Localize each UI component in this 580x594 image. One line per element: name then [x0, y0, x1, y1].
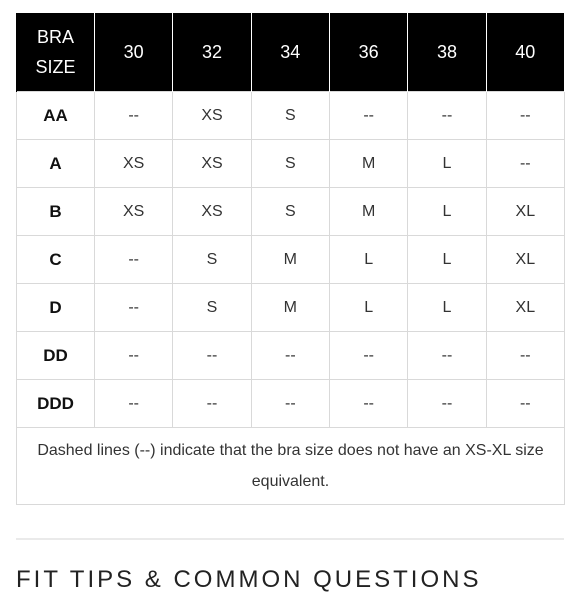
size-chart-footnote: Dashed lines (--) indicate that the bra size does not have an XS-XL size equivalent. [17, 428, 565, 505]
table-row [17, 236, 565, 284]
size-cell: -- [408, 380, 486, 428]
size-cell: M [251, 236, 329, 284]
cup-size-label: DDD [17, 380, 95, 428]
size-cell: -- [251, 380, 329, 428]
table-row [17, 332, 565, 380]
size-cell: XS [95, 188, 173, 236]
size-cell: -- [95, 92, 173, 140]
cup-size-label: C [17, 236, 95, 284]
size-cell: -- [486, 380, 564, 428]
size-cell: M [329, 140, 407, 188]
size-cell: XS [95, 140, 173, 188]
table-row [17, 380, 565, 428]
size-cell: XL [486, 284, 564, 332]
table-row [17, 140, 565, 188]
size-cell: -- [329, 332, 407, 380]
size-cell: -- [251, 332, 329, 380]
cup-size-label: A [17, 140, 95, 188]
band-size-header: 30 [95, 13, 173, 92]
size-cell: XL [486, 236, 564, 284]
size-cell: -- [95, 332, 173, 380]
bra-size-chart [16, 13, 565, 505]
size-cell: -- [408, 332, 486, 380]
header-row [17, 13, 565, 92]
section-divider [16, 538, 564, 540]
size-cell: M [251, 284, 329, 332]
size-cell: -- [173, 380, 251, 428]
fit-tips-heading: FIT TIPS & COMMON QUESTIONS [16, 566, 482, 593]
cup-size-label: AA [17, 92, 95, 140]
band-size-header: 32 [173, 13, 251, 92]
size-cell: L [329, 284, 407, 332]
table-row [17, 92, 565, 140]
size-cell: -- [95, 380, 173, 428]
size-cell: S [173, 284, 251, 332]
band-size-header: 36 [329, 13, 407, 92]
size-cell: S [251, 92, 329, 140]
size-cell: -- [329, 380, 407, 428]
size-cell: XS [173, 92, 251, 140]
size-cell: -- [408, 92, 486, 140]
corner-header [17, 13, 95, 92]
size-cell: -- [95, 284, 173, 332]
size-cell: L [329, 236, 407, 284]
size-cell: -- [486, 332, 564, 380]
size-cell: -- [329, 92, 407, 140]
size-cell: -- [486, 140, 564, 188]
cup-size-label: B [17, 188, 95, 236]
size-cell: L [408, 236, 486, 284]
size-cell: XS [173, 188, 251, 236]
cup-size-label: DD [17, 332, 95, 380]
size-cell: S [251, 140, 329, 188]
size-cell: M [329, 188, 407, 236]
size-cell: S [251, 188, 329, 236]
size-cell: S [173, 236, 251, 284]
size-cell: XL [486, 188, 564, 236]
corner-label-size: SIZE [35, 57, 76, 77]
band-size-header: 38 [408, 13, 486, 92]
size-cell: -- [486, 92, 564, 140]
table-row [17, 188, 565, 236]
cup-size-label: D [17, 284, 95, 332]
size-cell: L [408, 140, 486, 188]
footnote-row [17, 428, 565, 505]
size-cell: XS [173, 140, 251, 188]
size-cell: -- [173, 332, 251, 380]
table-row [17, 284, 565, 332]
band-size-header: 34 [251, 13, 329, 92]
size-cell: L [408, 284, 486, 332]
corner-label-bra: BRA [36, 27, 74, 47]
size-cell: L [408, 188, 486, 236]
size-cell: -- [95, 236, 173, 284]
band-size-header: 40 [486, 13, 564, 92]
